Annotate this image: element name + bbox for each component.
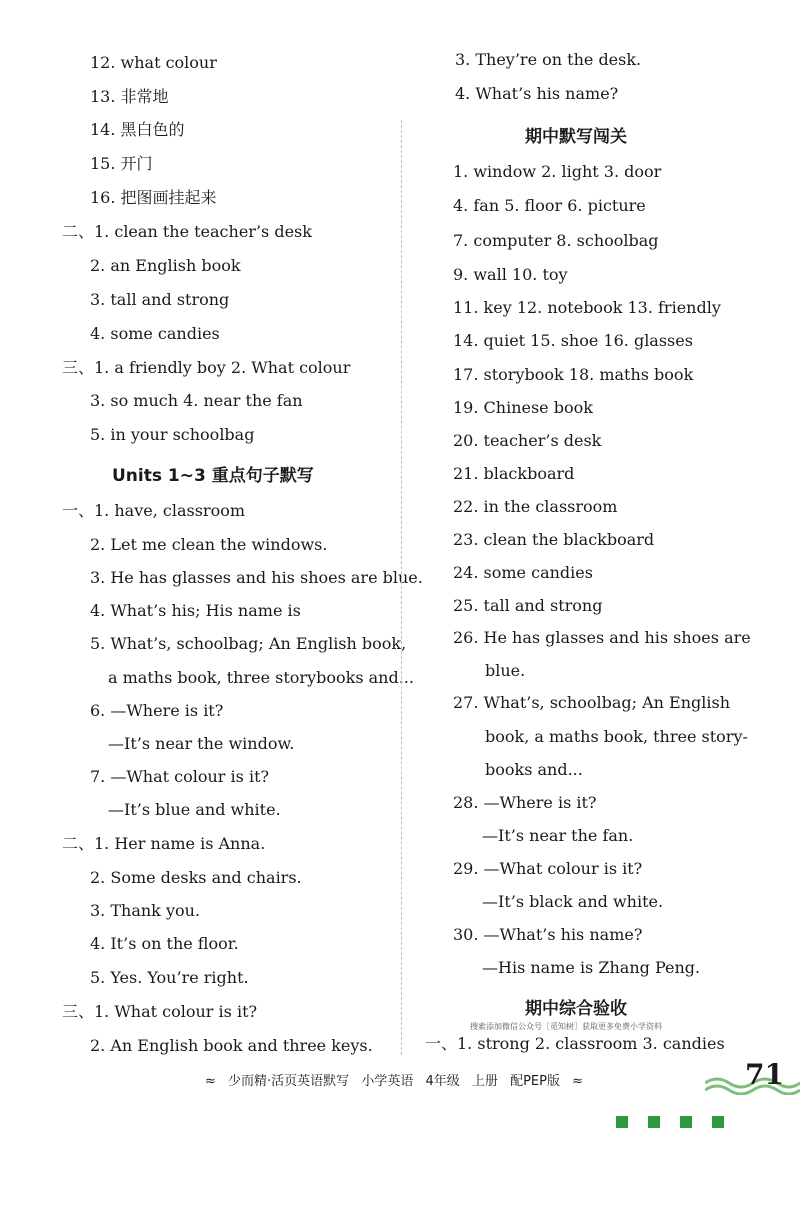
left-line: 6. —Where is it? (90, 701, 224, 720)
footer-subject: 小学英语 (361, 1074, 414, 1089)
footer-series: 少而精·活页英语默写 (228, 1074, 350, 1089)
right-line: 24. some candies (453, 563, 593, 582)
green-square-icon (648, 1116, 660, 1128)
left-line: 15. 开门 (90, 154, 153, 173)
footer-right-mark: ≈ (572, 1074, 584, 1089)
right-line: 26. He has glasses and his shoes are (453, 628, 751, 647)
column-divider (401, 120, 402, 1055)
right-line: 28. —Where is it? (453, 793, 597, 812)
right-line: —It’s black and white. (482, 892, 664, 911)
right-line: 14. quiet 15. shoe 16. glasses (453, 331, 693, 350)
page-number: 71 (745, 1058, 784, 1091)
right-line: 30. —What’s his name? (453, 925, 643, 944)
left-line: 7. —What colour is it? (90, 767, 270, 786)
right-line: 4. fan 5. floor 6. picture (453, 196, 646, 215)
left-line: 12. what colour (90, 53, 217, 72)
left-line: 5. Yes. You’re right. (90, 968, 249, 987)
right-line: book, a maths book, three story- (485, 727, 748, 746)
left-line: 4. What’s his; His name is (90, 601, 301, 620)
right-line: blue. (485, 661, 526, 680)
section-heading-units: Units 1~3 重点句子默写 (112, 466, 314, 486)
page-footer (205, 1070, 591, 1089)
footer-volume: 上册 (471, 1074, 498, 1089)
right-line: 17. storybook 18. maths book (453, 365, 694, 384)
right-line: 19. Chinese book (453, 398, 593, 417)
right-line: 7. computer 8. schoolbag (453, 231, 659, 250)
left-line: 二、1. clean the teacher’s desk (62, 222, 312, 241)
right-line: 3. They’re on the desk. (455, 50, 642, 69)
right-line: 29. —What colour is it? (453, 859, 643, 878)
right-line: 23. clean the blackboard (453, 530, 655, 549)
right-line: —His name is Zhang Peng. (482, 958, 701, 977)
right-line: books and... (485, 760, 583, 779)
right-line: 4. What’s his name? (455, 84, 619, 103)
left-line: 14. 黑白色的 (90, 120, 185, 139)
left-line: 2. Some desks and chairs. (90, 868, 302, 887)
watermark-text: 搜索添加微信公众号［觅知树］获取更多免费小学资料 (470, 1022, 662, 1031)
left-line: 2. An English book and three keys. (90, 1036, 373, 1055)
left-line: —It’s blue and white. (108, 800, 281, 819)
right-line: 1. window 2. light 3. door (453, 162, 662, 181)
left-line: 3. Thank you. (90, 901, 201, 920)
right-line: 25. tall and strong (453, 596, 603, 615)
right-line: 一、1. strong 2. classroom 3. candies (425, 1034, 725, 1053)
green-square-icon (712, 1116, 724, 1128)
left-line: 一、1. have, classroom (62, 501, 246, 520)
right-line: 22. in the classroom (453, 497, 618, 516)
right-line: 20. teacher’s desk (453, 431, 602, 450)
green-square-icon (616, 1116, 628, 1128)
left-line: —It’s near the window. (108, 734, 295, 753)
section-heading: 期中综合验收 (525, 999, 627, 1019)
left-line: 4. It’s on the floor. (90, 934, 239, 953)
green-square-icon (680, 1116, 692, 1128)
left-line: 5. What’s, schoolbag; An English book, (90, 634, 407, 653)
right-line: 9. wall 10. toy (453, 265, 568, 284)
left-line: 2. Let me clean the windows. (90, 535, 328, 554)
left-line: 三、1. What colour is it? (62, 1002, 258, 1021)
left-line: 4. some candies (90, 324, 220, 343)
right-line: 11. key 12. notebook 13. friendly (453, 298, 721, 317)
left-line: 2. an English book (90, 256, 241, 275)
left-line: 13. 非常地 (90, 87, 169, 106)
left-line: 3. so much 4. near the fan (90, 391, 303, 410)
left-line: a maths book, three storybooks and... (108, 668, 414, 687)
footer-left-mark: ≈ (205, 1074, 216, 1089)
left-line: 3. tall and strong (90, 290, 230, 309)
footer-edition: 配PEP版 (510, 1074, 560, 1089)
right-line: 21. blackboard (453, 464, 575, 483)
footer-grade: 4年级 (425, 1074, 460, 1089)
left-line: 二、1. Her name is Anna. (62, 834, 266, 853)
left-line: 三、1. a friendly boy 2. What colour (62, 358, 351, 377)
left-line: 3. He has glasses and his shoes are blue. (90, 568, 423, 587)
left-line: 16. 把图画挂起来 (90, 188, 217, 207)
section-heading: 期中默写闯关 (525, 127, 627, 147)
right-line: —It’s near the fan. (482, 826, 634, 845)
right-line: 27. What’s, schoolbag; An English (453, 693, 730, 712)
left-line: 5. in your schoolbag (90, 425, 255, 444)
